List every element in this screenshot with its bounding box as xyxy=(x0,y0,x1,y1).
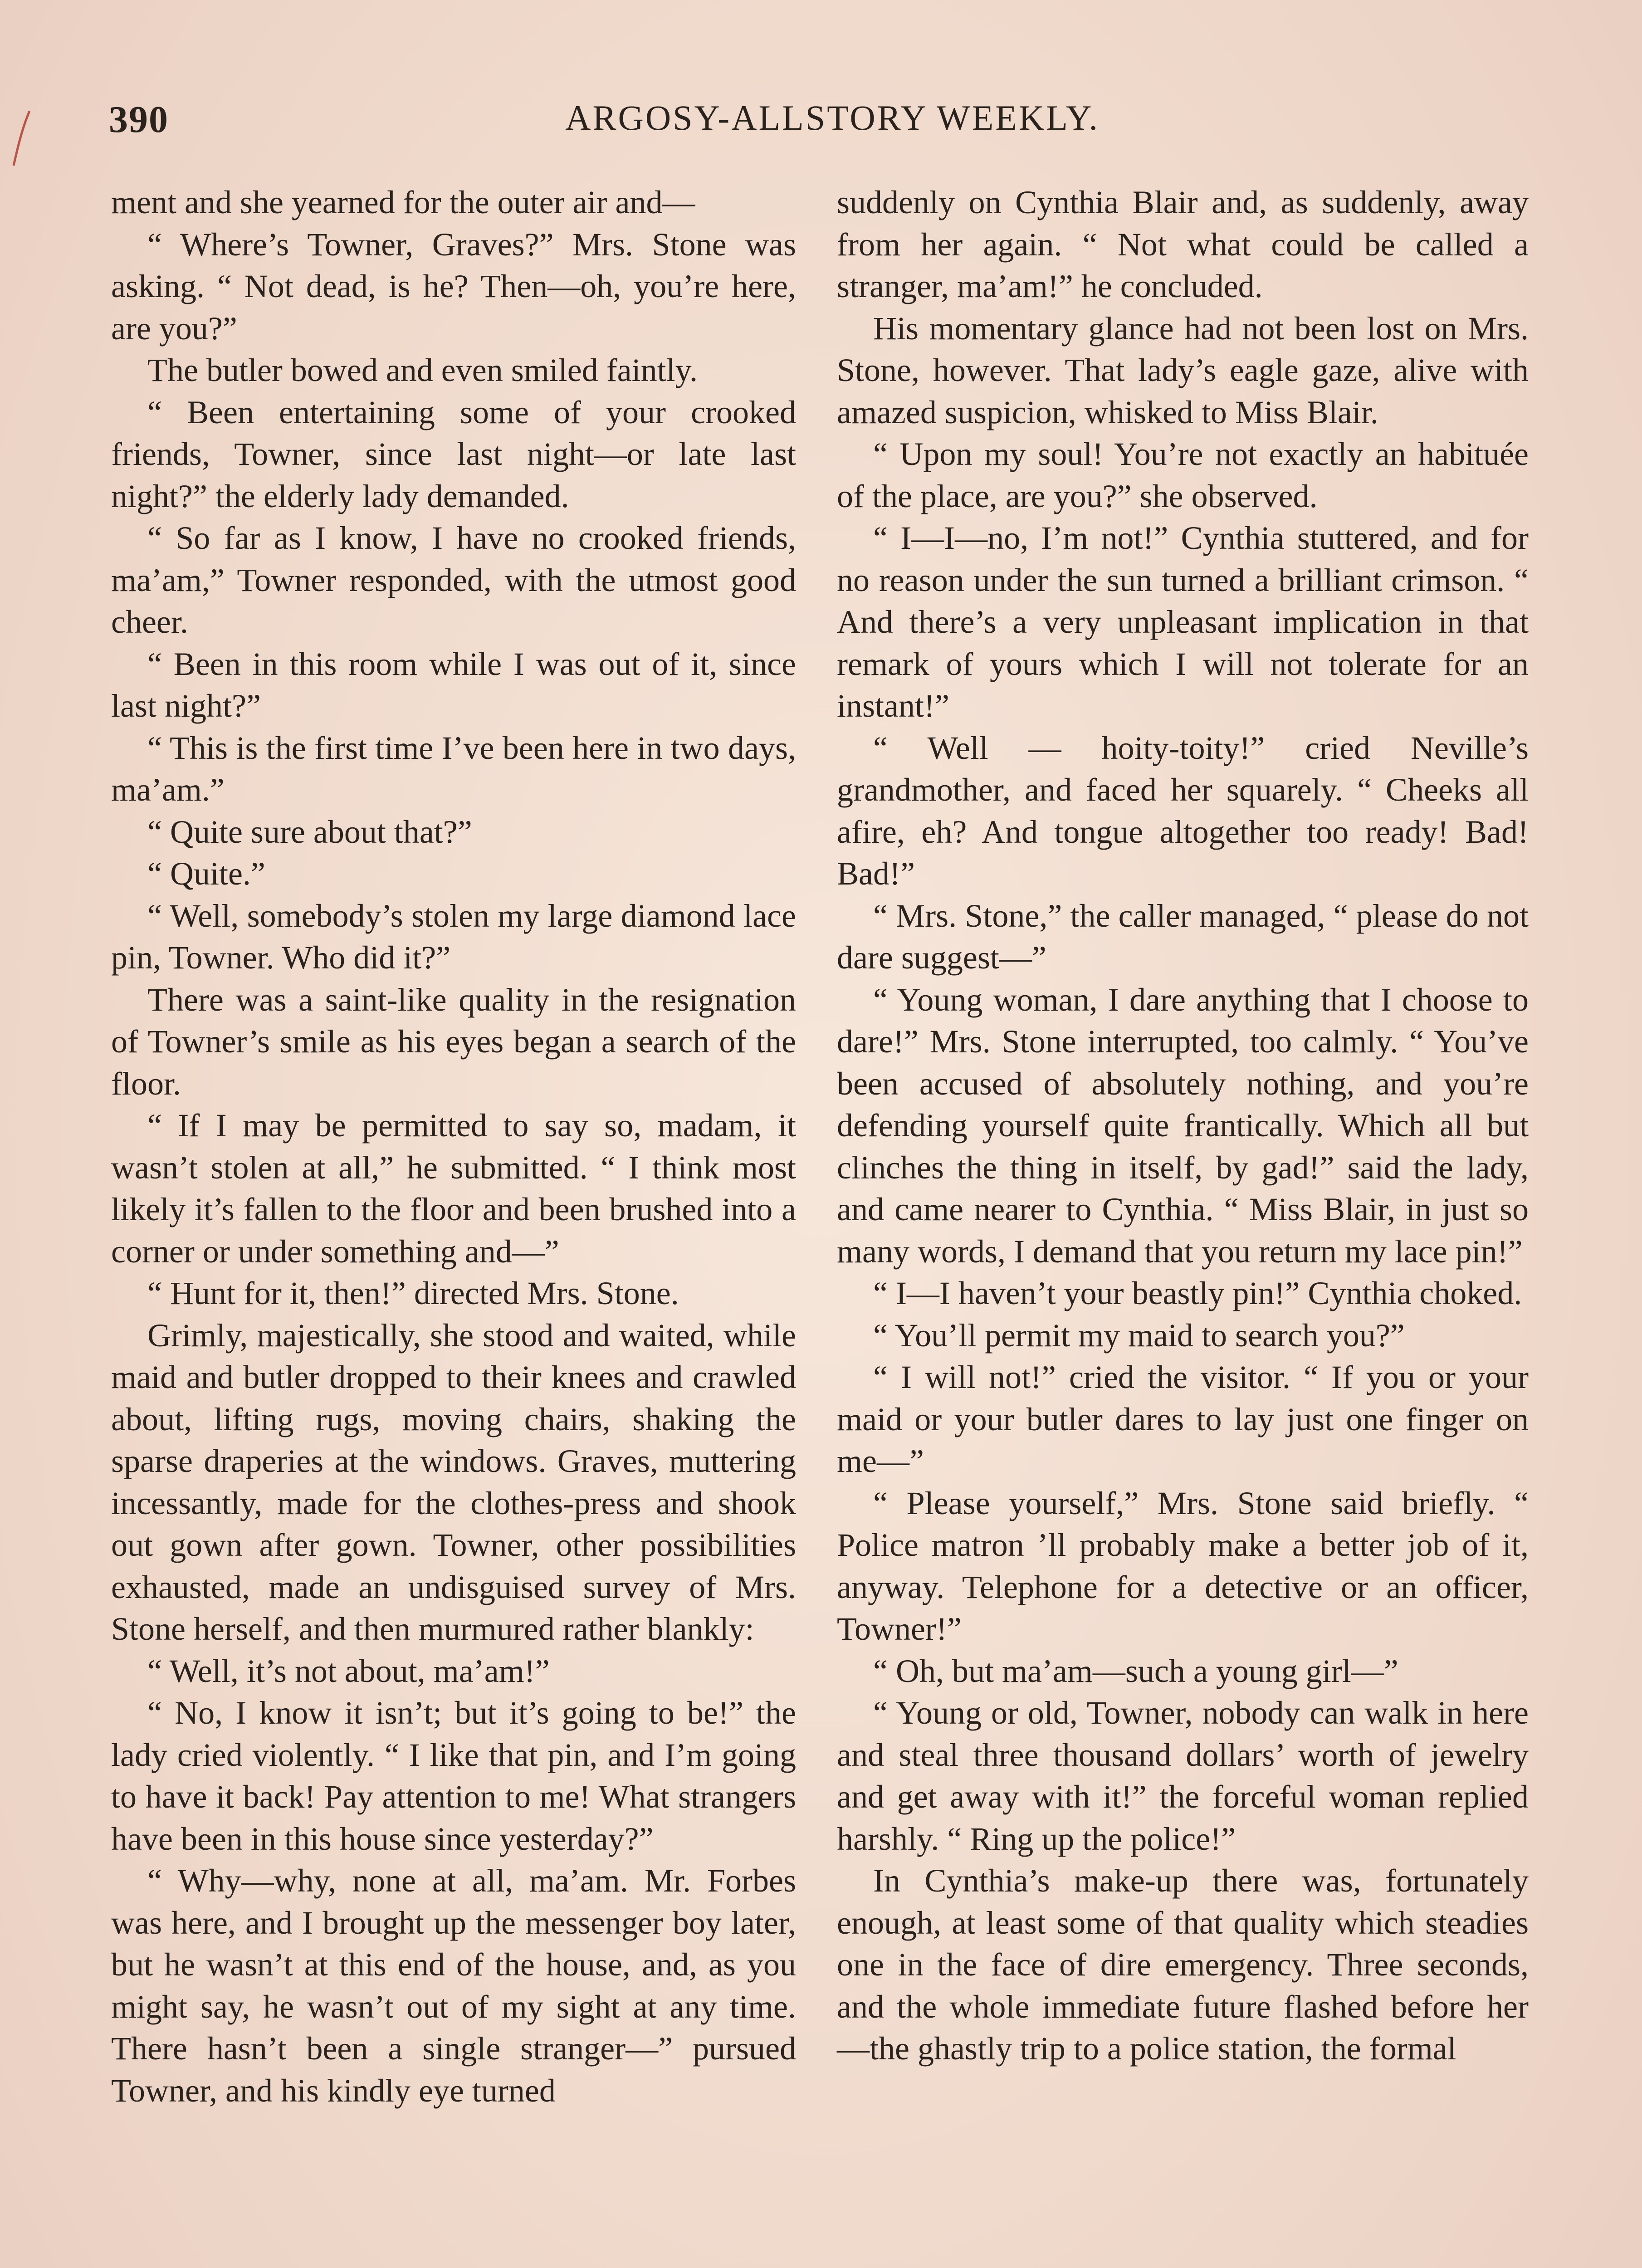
right-column xyxy=(837,181,1529,2070)
paragraph: “ Well, it’s not about, ma’am!” xyxy=(147,1652,550,1689)
paragraph: “ Oh, but ma’am—such a young girl—” xyxy=(873,1652,1398,1689)
paragraph: “ Please yourself,” Mrs. Stone said briefly. “ Police matron ’ll probably make a better job of it, anyway. Telephone for a detective or an officer, Towner!” xyxy=(837,1485,1529,1647)
paragraph: “ Quite sure about that?” xyxy=(147,813,472,850)
running-title: ARGOSY-ALLSTORY WEEKLY. xyxy=(565,98,1100,137)
paragraph: “ You’ll permit my maid to search you?” xyxy=(873,1317,1405,1354)
left-column xyxy=(111,181,796,2112)
paragraph: “ Young or old, Towner, nobody can walk in here and steal three thousand dollars’ worth of jewelry and get away with it!” the forceful woman replied harshly. “ Ring up the police!” xyxy=(837,1695,1529,1857)
paragraph: ment and she yearned for the outer air and— xyxy=(111,184,695,220)
paragraph: The butler bowed and even smiled faintly. xyxy=(147,352,698,388)
paragraph: “ Young woman, I dare anything that I choose to dare!” Mrs. Stone interrupted, too calmly. “ You’ve been accused of absolutely nothing, and you’re defending yourself quite frantically. Which all but clinches the thing in itself, by gad!” said the lady, and came nearer to Cynthia. “ Miss Blair, in just so many words, I demand that you return my lace pin!” xyxy=(837,981,1529,1270)
paragraph: “ If I may be permitted to say so, madam, it wasn’t stolen at all,” he submitted. “ I think most likely it’s fallen to the floor and been brushed into a corner or under something and—” xyxy=(111,1107,796,1270)
paragraph: “ Well, somebody’s stolen my large diamond lace pin, Towner. Who did it?” xyxy=(111,897,796,976)
paragraph: “ I—I haven’t your beastly pin!” Cynthia choked. xyxy=(873,1275,1522,1311)
paragraph: “ Been entertaining some of your crooked friends, Towner, since last night—or late last night?” the elderly lady demanded. xyxy=(111,394,796,514)
page-header xyxy=(109,98,1556,147)
paragraph: “ Where’s Towner, Graves?” Mrs. Stone was asking. “ Not dead, is he? Then—oh, you’re here, are you?” xyxy=(111,226,796,347)
paragraph: “ I will not!” cried the visitor. “ If you or your maid or your butler dares to lay just one finger on me—” xyxy=(837,1359,1529,1479)
paragraph: There was a saint-like quality in the resignation of Towner’s smile as his eyes began a search of the floor. xyxy=(111,981,796,1102)
paragraph: “ Why—why, none at all, ma’am. Mr. Forbes was here, and I brought up the messenger boy later, but he wasn’t at this end of the house, and, as you might say, he wasn’t out of my sight at any time. There hasn’t been a single stranger—” pursued Towner, and his kindly eye turned xyxy=(111,1862,796,2109)
paragraph: “ Hunt for it, then!” directed Mrs. Stone. xyxy=(147,1275,679,1311)
paragraph: His momentary glance had not been lost on Mrs. Stone, however. That lady’s eagle gaze, alive with amazed suspicion, whisked to Miss Blair. xyxy=(837,310,1529,430)
paragraph: “ Upon my soul! You’re not exactly an habituée of the place, are you?” she observed. xyxy=(837,436,1529,514)
paragraph: Grimly, majestically, she stood and waited, while maid and butler dropped to their knees and crawled about, lifting rugs, moving chairs, shaking the sparse draperies at the windows. Graves, muttering incessantly, made for the clothes-press and shook out gown after gown. Towner, other possibilities exhausted, made an undisguised survey of Mrs. Stone herself, and then murmured rather blankly: xyxy=(111,1317,796,1647)
paragraph: suddenly on Cynthia Blair and, as suddenly, away from her again. “ Not what could be called a stranger, ma’am!” he concluded. xyxy=(837,184,1529,304)
paragraph: “ Quite.” xyxy=(147,855,265,892)
paragraph: “ This is the first time I’ve been here in two days, ma’am.” xyxy=(111,729,796,808)
paragraph: “ No, I know it isn’t; but it’s going to be!” the lady cried violently. “ I like that pin, and I’m going to have it back! Pay attention to me! What strangers have been in this house since yesterday?” xyxy=(111,1695,796,1857)
paragraph: “ I—I—no, I’m not!” Cynthia stuttered, and for no reason under the sun turned a brilliant crimson. “ And there’s a very unpleasant implication in that remark of yours which I will not tolerate for an instant!” xyxy=(837,520,1529,724)
page-number: 390 xyxy=(109,98,169,141)
paragraph: “ Mrs. Stone,” the caller managed, “ please do not dare suggest—” xyxy=(837,897,1529,976)
paragraph: “ Been in this room while I was out of it, since last night?” xyxy=(111,645,796,724)
paragraph: “ So far as I know, I have no crooked friends, ma’am,” Towner responded, with the utmost good cheer. xyxy=(111,520,796,640)
paragraph: In Cynthia’s make-up there was, fortunately enough, at least some of that quality which steadies one in the face of dire emergency. Three seconds, and the whole immediate future flashed before her—the ghastly trip to a police station, the formal xyxy=(837,1862,1529,2067)
paragraph: “ Well — hoity-toity!” cried Neville’s grandmother, and faced her squarely. “ Cheeks all afire, eh? And tongue altogether too ready! Bad! Bad!” xyxy=(837,729,1529,892)
pencil-mark xyxy=(9,109,36,168)
